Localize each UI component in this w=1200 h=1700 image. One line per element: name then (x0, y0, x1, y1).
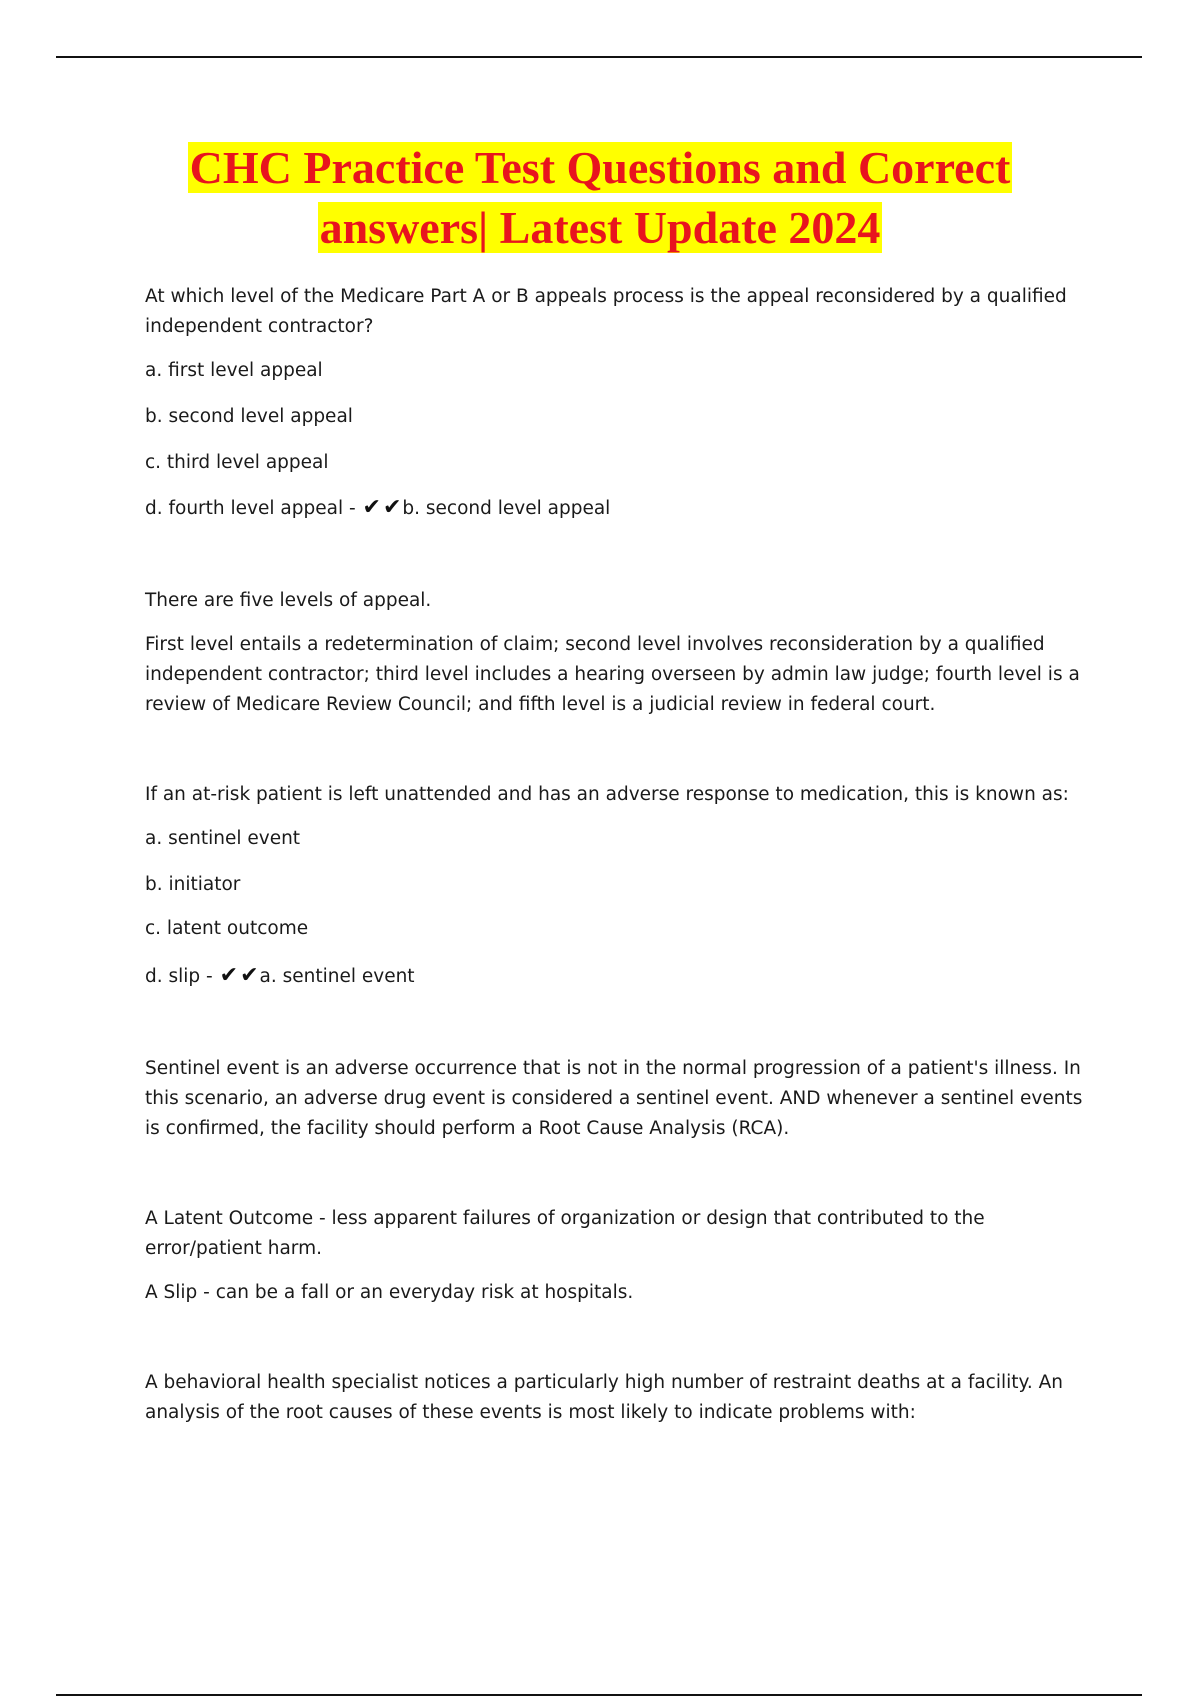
question-1-text: At which level of the Medicare Part A or B appeals process is the appeal reconsidered by a qualified independent contractor? (145, 286, 1067, 337)
question-2-option-a: a. sentinel event (145, 828, 301, 849)
question-1-option-d-answer (145, 494, 1095, 524)
document-title (0, 138, 1200, 258)
question-2-explanation-2: A Latent Outcome - less apparent failures of organization or design that contributed to the error/patient harm. (145, 1208, 985, 1259)
title-line-1: CHC Practice Test Questions and Correct (189, 142, 1011, 193)
question-2-option-d: d. slip - (145, 966, 213, 987)
checkmark-icon: ✔ (362, 495, 381, 520)
question-1-option-d: d. fourth level appeal - (145, 498, 356, 519)
question-1-answer: b. second level appeal (402, 498, 611, 519)
checkmark-icon: ✔ (240, 963, 259, 988)
question-2-answer: a. sentinel event (259, 966, 415, 987)
top-rule (56, 56, 1142, 58)
question-2-text: If an at-risk patient is left unattended and has an adverse response to medication, this is known as: (145, 784, 1069, 805)
question-2-explanation-1: Sentinel event is an adverse occurrence that is not in the normal progression of a patient's illness. In this scenario, an adverse drug event is considered a sentinel event. AND whenever a sentinel events is confirmed, the facility should perform a Root Cause Analysis (RCA). (145, 1058, 1083, 1139)
question-2-option-c: c. latent outcome (145, 918, 309, 939)
question-2-option-d-answer (145, 962, 1095, 992)
checkmark-icon: ✔ (219, 963, 239, 988)
question-1-explanation-2: First level entails a redetermination of claim; second level involves reconsideration by a qualified independent contractor; third level includes a hearing overseen by admin law judge; fourth level is a review of Medicare Review Council; and fifth level is a judicial review in federal court. (145, 634, 1080, 715)
question-1-option-c: c. third level appeal (145, 452, 329, 473)
title-line-2: answers| Latest Update 2024 (319, 202, 881, 253)
question-2-option-b: b. initiator (145, 874, 241, 895)
question-2-explanation-3: A Slip - can be a fall or an everyday risk at hospitals. (145, 1282, 634, 1303)
checkmark-icon: ✔ (382, 495, 402, 520)
question-1-option-a: a. first level appeal (145, 360, 323, 381)
document-body (145, 282, 1095, 1428)
question-1-option-b: b. second level appeal (145, 406, 353, 427)
bottom-rule (56, 1694, 1142, 1696)
question-1-explanation-1: There are five levels of appeal. (145, 590, 432, 611)
question-3-text: A behavioral health specialist notices a particularly high number of restraint deaths at a facility. An analysis of the root causes of these events is most likely to indicate problems with: (145, 1372, 1063, 1423)
